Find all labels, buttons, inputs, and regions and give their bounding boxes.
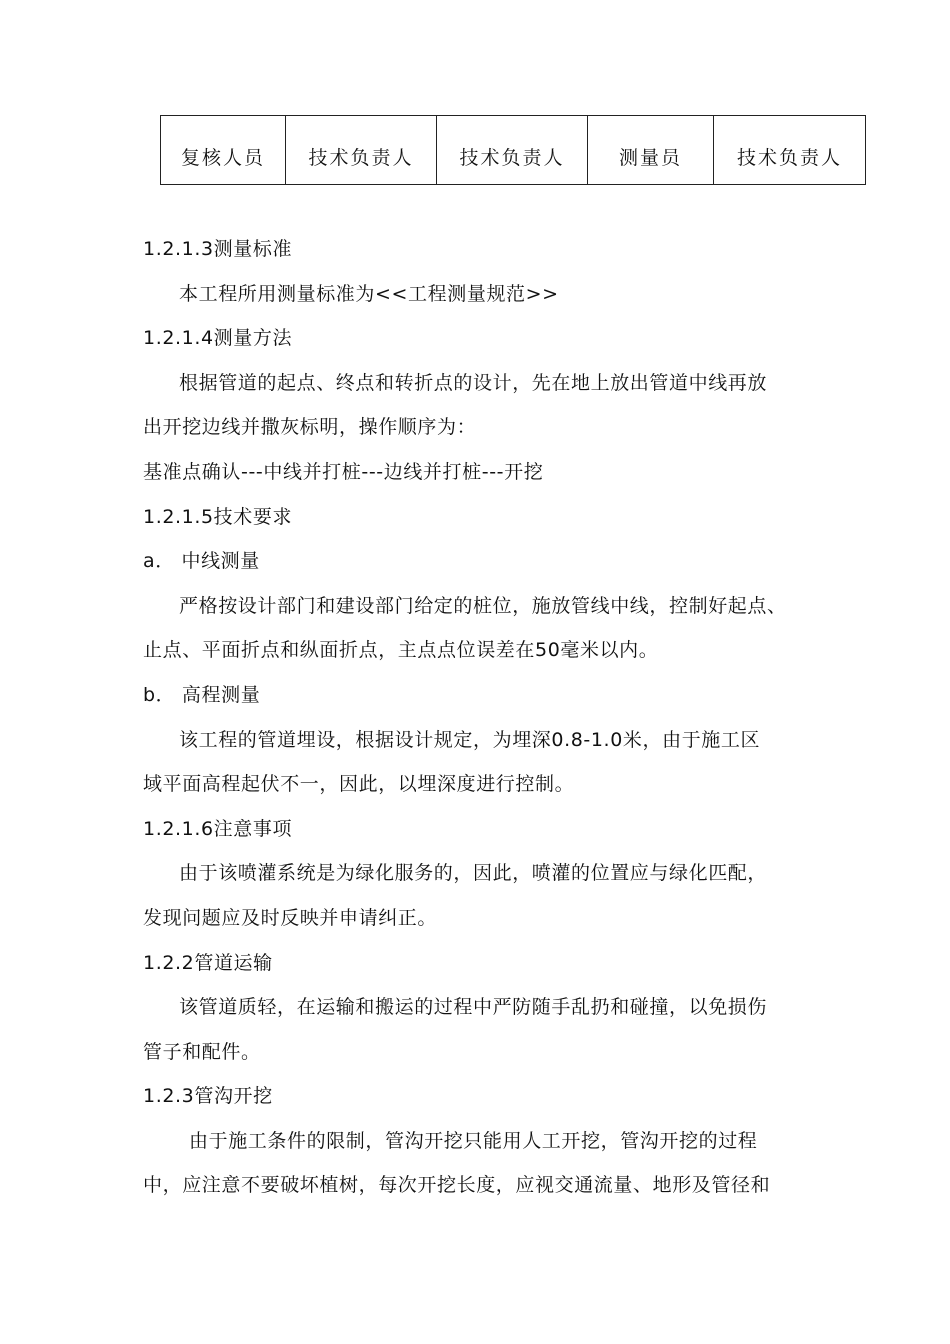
- paragraph-line: 止点、平面折点和纵面折点，主点点位误差在50毫米以内。: [143, 639, 659, 662]
- signature-table: [160, 115, 866, 185]
- paragraph-line: 发现问题应及时反映并申请纠正。: [143, 906, 438, 929]
- table-cell-tech-lead: 技术负责人: [286, 116, 437, 185]
- paragraph-line: 出开挖边线并撒灰标明，操作顺序为：: [143, 416, 477, 439]
- paragraph-line: 中，应注意不要破坏植树，每次开挖长度，应视交通流量、地形及管径和: [143, 1174, 771, 1197]
- paragraph-line: 由于该喷灌系统是为绿化服务的，因此，喷灌的位置应与绿化匹配，: [179, 862, 768, 885]
- table-cell-tech-lead: 技术负责人: [437, 116, 588, 185]
- table-row: [161, 116, 866, 185]
- section-heading-1216: 1.2.1.6注意事项: [143, 817, 293, 840]
- document-body: [143, 227, 863, 1208]
- paragraph-line: 本工程所用测量标准为<<工程测量规范>>: [179, 282, 559, 305]
- paragraph-line: 严格按设计部门和建设部门给定的桩位，施放管线中线，控制好起点、: [179, 594, 787, 617]
- paragraph-line: 该管道质轻，在运输和搬运的过程中严防随手乱扔和碰撞，以免损伤: [179, 996, 768, 1019]
- paragraph-line: 基准点确认---中线并打桩---边线并打桩---开挖: [143, 460, 544, 483]
- paragraph-line: 该工程的管道埋设，根据设计规定，为埋深0.8-1.0米，由于施工区: [179, 728, 761, 751]
- table-cell-surveyor: 测量员: [588, 116, 714, 185]
- paragraph-line: 由于施工条件的限制，管沟开挖只能用人工开挖，管沟开挖的过程: [189, 1129, 758, 1152]
- paragraph-line: 域平面高程起伏不一，因此，以埋深度进行控制。: [143, 773, 575, 796]
- paragraph-line: 根据管道的起点、终点和转折点的设计，先在地上放出管道中线再放: [179, 371, 768, 394]
- subsection-heading-b: b． 高程测量: [143, 683, 261, 706]
- subsection-heading-a: a． 中线测量: [143, 550, 260, 573]
- table-cell-tech-lead: 技术负责人: [714, 116, 866, 185]
- table-cell-reviewer: 复核人员: [161, 116, 286, 185]
- section-heading-123: 1.2.3管沟开挖: [143, 1085, 273, 1108]
- section-heading-1215: 1.2.1.5技术要求: [143, 505, 293, 528]
- section-heading-1213: 1.2.1.3测量标准: [143, 238, 293, 260]
- section-heading-1214: 1.2.1.4测量方法: [143, 327, 293, 350]
- section-heading-122: 1.2.2管道运输: [143, 951, 273, 974]
- paragraph-line: 管子和配件。: [143, 1040, 261, 1063]
